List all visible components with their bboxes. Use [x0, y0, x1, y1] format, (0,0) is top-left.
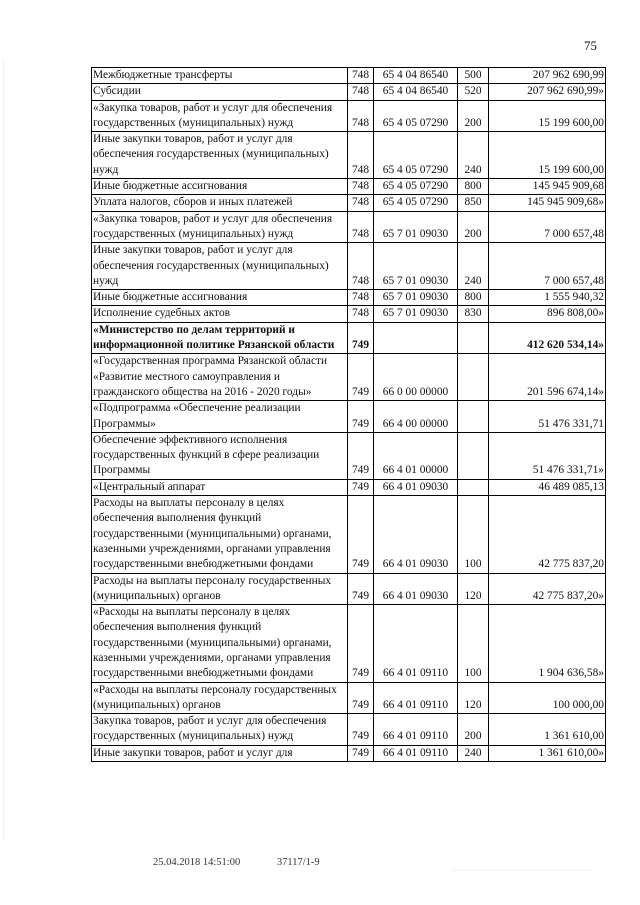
- row-expense-type: [458, 432, 489, 479]
- row-expense-type: [458, 322, 489, 354]
- row-amount: 896 808,00»: [489, 306, 606, 322]
- row-name: «Государственная программа Рязанской области «Развитие местного самоуправления и гражданского общества на 2016 - 2020 годы»: [92, 354, 348, 401]
- row-name: «Закупка товаров, работ и услуг для обеспечения государственных (муниципальных) нужд: [92, 100, 348, 132]
- row-target-code: 66 4 01 09030: [374, 496, 458, 573]
- row-ministry-code: 749: [348, 496, 374, 573]
- row-amount: 42 775 837,20»: [489, 573, 606, 605]
- row-expense-type: [458, 354, 489, 401]
- page-number: 75: [584, 38, 597, 53]
- row-amount: 1 361 610,00»: [489, 745, 606, 761]
- table-row: [92, 195, 606, 211]
- row-expense-type: 120: [458, 682, 489, 714]
- row-amount: 100 000,00: [489, 682, 606, 714]
- table-row: [92, 84, 606, 100]
- row-amount: 207 962 690,99»: [489, 84, 606, 100]
- table-row: [92, 243, 606, 290]
- row-expense-type: 200: [458, 211, 489, 243]
- footer-doc-code: 37117/1-9: [276, 857, 320, 868]
- row-target-code: 66 4 01 09110: [374, 714, 458, 746]
- row-ministry-code: 748: [348, 211, 374, 243]
- footer: [153, 857, 354, 868]
- row-target-code: 65 4 04 86540: [374, 68, 458, 84]
- row-name: «Центральный аппарат: [92, 479, 348, 495]
- row-amount: 1 904 636,58»: [489, 605, 606, 682]
- row-ministry-code: 749: [348, 432, 374, 479]
- table-row: [92, 401, 606, 433]
- row-expense-type: [458, 479, 489, 495]
- scan-margin-specks: [3, 60, 6, 840]
- row-name: Иные бюджетные ассигнования: [92, 290, 348, 306]
- row-amount: 1 555 940,32: [489, 290, 606, 306]
- budget-table: [91, 67, 606, 762]
- row-expense-type: 830: [458, 306, 489, 322]
- row-name: Обеспечение эффективного исполнения государственных функций в сфере реализации Программы: [92, 432, 348, 479]
- row-target-code: 65 4 04 86540: [374, 84, 458, 100]
- row-name: Иные бюджетные ассигнования: [92, 179, 348, 195]
- row-amount: 15 199 600,00: [489, 100, 606, 132]
- row-expense-type: 240: [458, 745, 489, 761]
- row-expense-type: 850: [458, 195, 489, 211]
- row-name: «Расходы на выплаты персоналу государственных (муниципальных) органов: [92, 682, 348, 714]
- row-name: Расходы на выплаты персоналу в целях обеспечения выполнения функций государственными (муниципальными) органами, казенными учреждениями, органами управления государственными внебюджетными фондами: [92, 496, 348, 573]
- table-row: [92, 179, 606, 195]
- row-name: «Министерство по делам территорий и информационной политике Рязанской области: [92, 322, 348, 354]
- table-row: [92, 306, 606, 322]
- row-ministry-code: 749: [348, 479, 374, 495]
- table-row: [92, 682, 606, 714]
- row-name: Межбюджетные трансферты: [92, 68, 348, 84]
- row-name: Исполнение судебных актов: [92, 306, 348, 322]
- row-name: Иные закупки товаров, работ и услуг для обеспечения государственных (муниципальных) нужд: [92, 132, 348, 179]
- row-target-code: 65 7 01 09030: [374, 243, 458, 290]
- row-ministry-code: 749: [348, 682, 374, 714]
- row-name: Закупка товаров, работ и услуг для обеспечения государственных (муниципальных) нужд: [92, 714, 348, 746]
- table-row: [92, 68, 606, 84]
- row-ministry-code: 749: [348, 605, 374, 682]
- row-amount: 145 945 909,68: [489, 179, 606, 195]
- row-ministry-code: 748: [348, 195, 374, 211]
- row-target-code: 65 4 05 07290: [374, 100, 458, 132]
- row-ministry-code: 748: [348, 243, 374, 290]
- row-target-code: 65 4 05 07290: [374, 179, 458, 195]
- row-ministry-code: 749: [348, 401, 374, 433]
- table-row: [92, 290, 606, 306]
- table-row: [92, 211, 606, 243]
- row-target-code: 66 4 01 09110: [374, 605, 458, 682]
- row-target-code: 65 4 05 07290: [374, 195, 458, 211]
- row-name: Иные закупки товаров, работ и услуг для: [92, 745, 348, 761]
- row-amount: 201 596 674,14»: [489, 354, 606, 401]
- row-amount: 207 962 690,99: [489, 68, 606, 84]
- row-expense-type: 520: [458, 84, 489, 100]
- row-ministry-code: 748: [348, 179, 374, 195]
- table-row: [92, 605, 606, 682]
- row-name: Уплата налогов, сборов и иных платежей: [92, 195, 348, 211]
- row-ministry-code: 749: [348, 714, 374, 746]
- row-expense-type: 240: [458, 132, 489, 179]
- row-target-code: 66 4 01 09030: [374, 573, 458, 605]
- row-amount: 42 775 837,20: [489, 496, 606, 573]
- row-expense-type: 240: [458, 243, 489, 290]
- row-amount: 15 199 600,00: [489, 132, 606, 179]
- row-ministry-code: 748: [348, 306, 374, 322]
- row-name: Субсидии: [92, 84, 348, 100]
- row-ministry-code: 748: [348, 290, 374, 306]
- row-target-code: 66 0 00 00000: [374, 354, 458, 401]
- table-row: [92, 354, 606, 401]
- table-row: [92, 714, 606, 746]
- table-row: [92, 100, 606, 132]
- table-row: [92, 745, 606, 761]
- table-row: [92, 573, 606, 605]
- row-expense-type: 800: [458, 179, 489, 195]
- row-expense-type: 120: [458, 573, 489, 605]
- row-expense-type: 200: [458, 100, 489, 132]
- row-amount: 412 620 534,14»: [489, 322, 606, 354]
- row-amount: 46 489 085,13: [489, 479, 606, 495]
- footer-faint-stamp: [452, 856, 592, 871]
- row-ministry-code: 748: [348, 100, 374, 132]
- row-amount: 51 476 331,71: [489, 401, 606, 433]
- row-expense-type: [458, 401, 489, 433]
- row-expense-type: 100: [458, 605, 489, 682]
- row-ministry-code: 749: [348, 354, 374, 401]
- row-amount: 7 000 657,48: [489, 211, 606, 243]
- row-name: Расходы на выплаты персоналу государственных (муниципальных) органов: [92, 573, 348, 605]
- row-target-code: 66 4 00 00000: [374, 401, 458, 433]
- row-name: «Закупка товаров, работ и услуг для обеспечения государственных (муниципальных) нужд: [92, 211, 348, 243]
- row-ministry-code: 748: [348, 84, 374, 100]
- row-target-code: 66 4 01 09030: [374, 479, 458, 495]
- row-expense-type: 200: [458, 714, 489, 746]
- table-row: [92, 322, 606, 354]
- row-name: «Подпрограмма «Обеспечение реализации Программы»: [92, 401, 348, 433]
- row-name: Иные закупки товаров, работ и услуг для обеспечения государственных (муниципальных) нужд: [92, 243, 348, 290]
- footer-timestamp: 25.04.2018 14:51:00: [153, 857, 241, 868]
- row-target-code: 66 4 01 00000: [374, 432, 458, 479]
- row-target-code: [374, 322, 458, 354]
- row-ministry-code: 749: [348, 573, 374, 605]
- row-target-code: 66 4 01 09110: [374, 682, 458, 714]
- table-row: [92, 432, 606, 479]
- row-amount: 145 945 909,68»: [489, 195, 606, 211]
- row-expense-type: 500: [458, 68, 489, 84]
- table-row: [92, 479, 606, 495]
- row-target-code: 65 7 01 09030: [374, 306, 458, 322]
- row-ministry-code: 749: [348, 745, 374, 761]
- row-target-code: 65 7 01 09030: [374, 290, 458, 306]
- row-ministry-code: 748: [348, 68, 374, 84]
- table-row: [92, 496, 606, 573]
- row-target-code: 65 7 01 09030: [374, 211, 458, 243]
- row-target-code: 65 4 05 07290: [374, 132, 458, 179]
- row-expense-type: 800: [458, 290, 489, 306]
- row-ministry-code: 748: [348, 132, 374, 179]
- row-ministry-code: 749: [348, 322, 374, 354]
- row-expense-type: 100: [458, 496, 489, 573]
- table-row: [92, 132, 606, 179]
- row-amount: 1 361 610,00: [489, 714, 606, 746]
- row-name: «Расходы на выплаты персоналу в целях обеспечения выполнения функций государственными (муниципальными) органами, казенными учреждениями, органами управления государственными внебюджетными фондами: [92, 605, 348, 682]
- row-amount: 51 476 331,71»: [489, 432, 606, 479]
- row-amount: 7 000 657,48: [489, 243, 606, 290]
- row-target-code: 66 4 01 09110: [374, 745, 458, 761]
- budget-table-body: [92, 68, 606, 762]
